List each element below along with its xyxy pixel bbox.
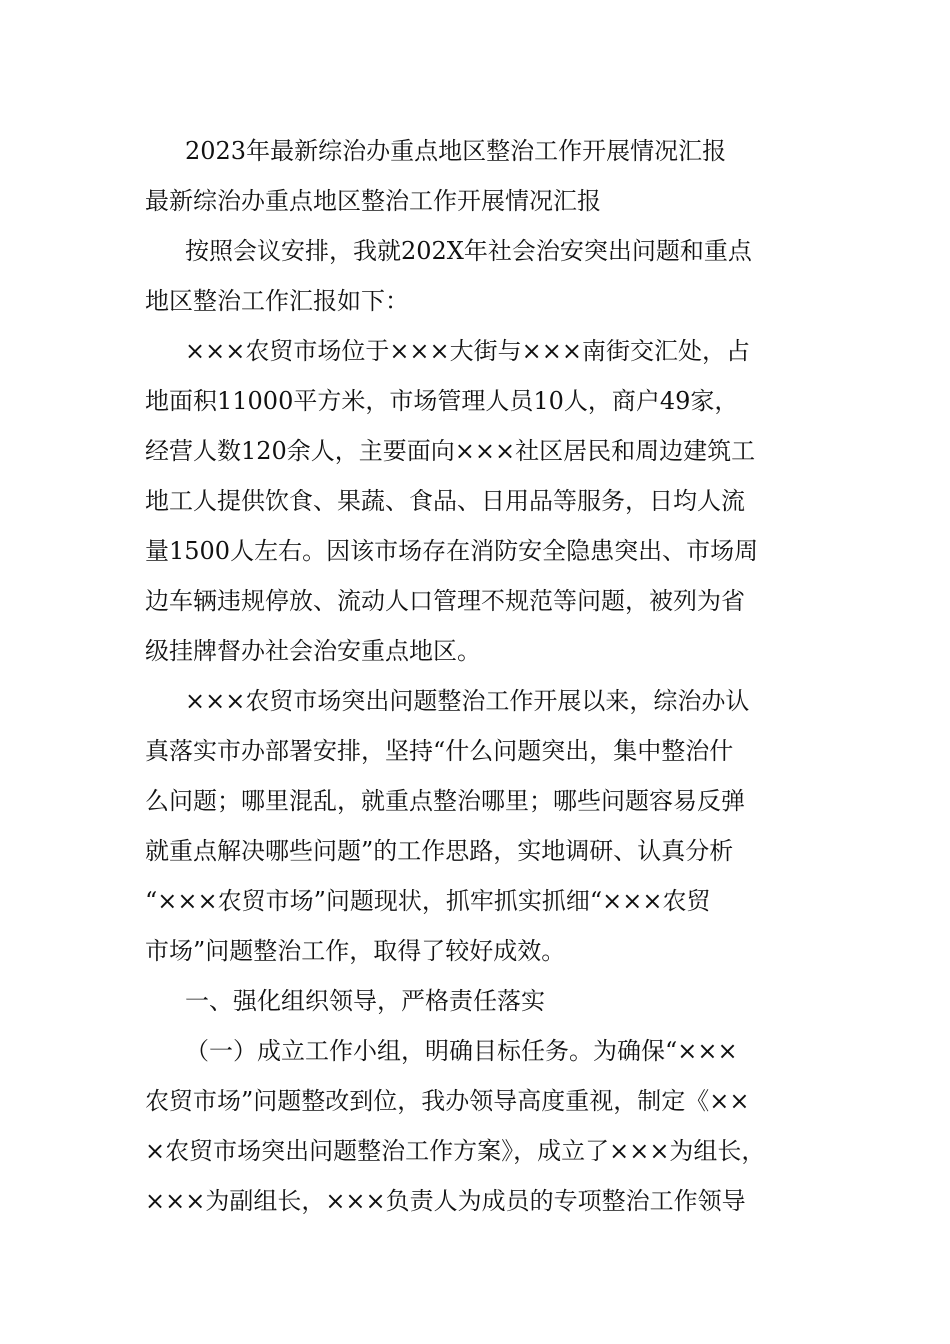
paragraph-2-line-4: 就重点解决哪些问题”的工作思路，实地调研、认真分析 <box>145 837 734 865</box>
intro-line-2: 地区整治工作汇报如下： <box>145 287 409 315</box>
section-1-paragraph-line-3: ×农贸市场突出问题整治工作方案》，成立了×××为组长， <box>145 1137 766 1165</box>
paragraph-2-line-3: 么问题；哪里混乱，就重点整治哪里；哪些问题容易反弹 <box>145 787 745 815</box>
paragraph-2-line-2: 真落实市办部署安排，坚持“什么问题突出，集中整治什 <box>145 737 734 765</box>
section-1-paragraph-line-4: ×××为副组长，×××负责人为成员的专项整治工作领导 <box>145 1187 746 1215</box>
document-title: 2023年最新综治办重点地区整治工作开展情况汇报 <box>185 137 727 165</box>
paragraph-1-line-2: 地面积11000平方米，市场管理人员10人，商户49家， <box>145 387 739 415</box>
paragraph-2-line-6: 市场”问题整治工作，取得了较好成效。 <box>145 937 566 965</box>
paragraph-1-line-4: 地工人提供饮食、果蔬、食品、日用品等服务，日均人流 <box>145 487 745 515</box>
paragraph-1-line-3: 经营人数120余人，主要面向×××社区居民和周边建筑工 <box>145 437 756 465</box>
intro-line-1: 按照会议安排，我就202X年社会治安突出问题和重点 <box>185 237 752 265</box>
paragraph-1-line-6: 边车辆违规停放、流动人口管理不规范等问题，被列为省 <box>145 587 745 615</box>
section-1-heading: 一、强化组织领导，严格责任落实 <box>185 987 545 1015</box>
paragraph-1-line-7: 级挂牌督办社会治安重点地区。 <box>145 637 481 665</box>
paragraph-2-line-5: “×××农贸市场”问题现状，抓牢抓实抓细“×××农贸 <box>145 887 711 915</box>
section-1-paragraph-line-1: （一）成立工作小组，明确目标任务。为确保“××× <box>185 1037 738 1065</box>
paragraph-1-line-1: ×××农贸市场位于×××大街与×××南街交汇处，占 <box>185 337 750 365</box>
paragraph-2-line-1: ×××农贸市场突出问题整治工作开展以来，综治办认 <box>185 687 750 715</box>
document-subtitle: 最新综治办重点地区整治工作开展情况汇报 <box>145 187 601 215</box>
section-1-paragraph-line-2: 农贸市场”问题整改到位，我办领导高度重视，制定《×× <box>145 1087 750 1115</box>
paragraph-1-line-5: 量1500人左右。因该市场存在消防安全隐患突出、市场周 <box>145 537 759 565</box>
